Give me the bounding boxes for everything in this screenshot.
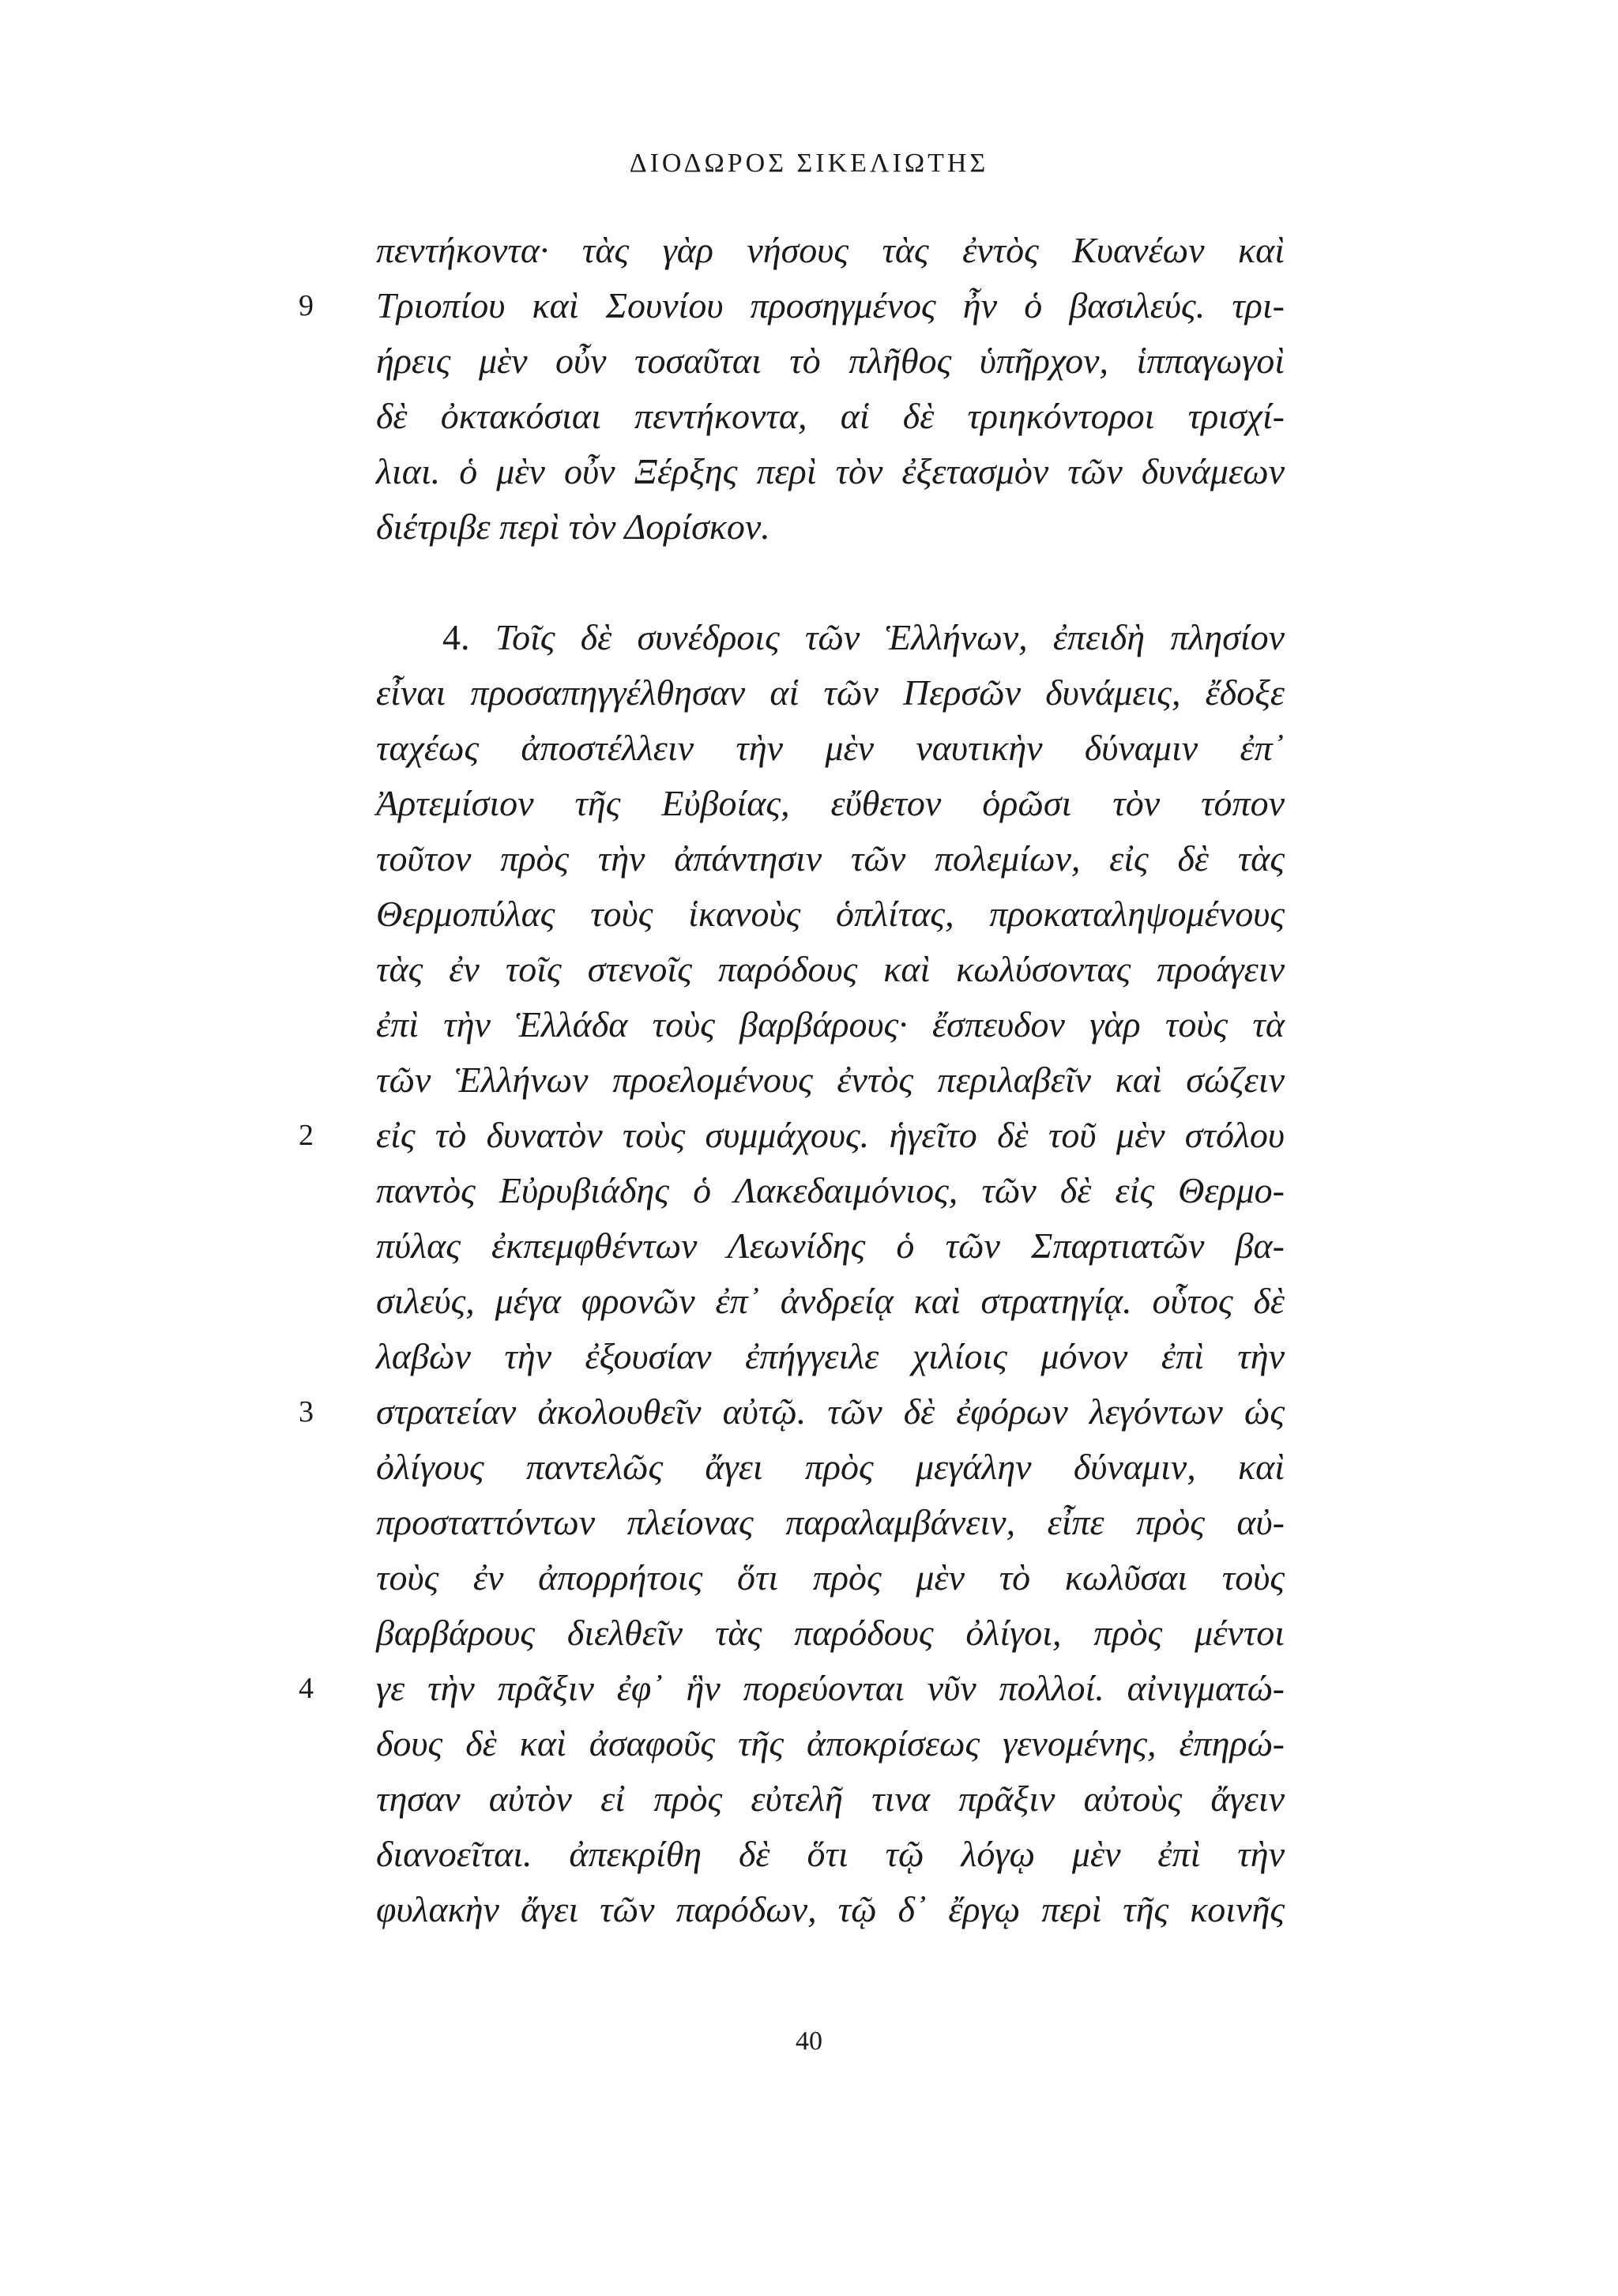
text-line: στρατείαν ἀκολουθεῖν αὐτῷ. τῶν δὲ ἐφόρων λεγόντων ὡς — [376, 1391, 1285, 1432]
text-line: εἶναι προσαπηγγέλθησαν αἱ τῶν Περσῶν δυνάμεις, ἔδοξε — [376, 672, 1285, 713]
text-line: γε τὴν πρᾶξιν ἐφ᾿ ἣν πορεύονται νῦν πολλοί. αἰνιγματώ- — [376, 1668, 1285, 1708]
text-line: φυλακὴν ἄγει τῶν παρόδων, τῷ δ᾿ ἔργῳ περὶ τῆς κοινῆς — [376, 1889, 1285, 1929]
text-line: Ἀρτεμίσιον τῆς Εὐβοίας, εὔθετον ὁρῶσι τὸν τόπον — [376, 783, 1285, 823]
text-line: ἐπὶ τὴν Ἑλλάδα τοὺς βαρβάρους· ἔσπευδον γὰρ τοὺς τὰ — [376, 1004, 1285, 1044]
margin-line-number: 4 — [299, 1672, 314, 1705]
text-line: ήρεις μὲν οὖν τοσαῦται τὸ πλῆθος ὑπῆρχον, ἱππαγωγοὶ — [376, 341, 1285, 381]
text-line: πεντήκοντα· τὰς γὰρ νήσους τὰς ἐντὸς Κυανέων καὶ — [376, 230, 1285, 270]
margin-line-number: 9 — [299, 289, 314, 322]
running-head: ΔΙΟΔΩΡΟΣ ΣΙΚΕΛΙΩΤΗΣ — [629, 149, 989, 178]
text-line: τοῦτον πρὸς τὴν ἀπάντησιν τῶν πολεμίων, εἰς δὲ τὰς — [376, 838, 1285, 879]
text-line: τῶν Ἑλλήνων προελομένους ἐντὸς περιλαβεῖν καὶ σώζειν — [376, 1060, 1285, 1100]
text-line: λαβὼν τὴν ἐξουσίαν ἐπήγγειλε χιλίοις μόνον ἐπὶ τὴν — [376, 1336, 1285, 1376]
first-line-text: Τοῖς δὲ συνέδροις τῶν Ἑλλήνων, ἐπειδὴ πλησίον — [495, 617, 1285, 657]
text-line: σιλεύς, μέγα φρονῶν ἐπ᾿ ἀνδρείᾳ καὶ στρατηγίᾳ. οὗτος δὲ — [376, 1281, 1285, 1321]
text-line: λιαι. ὁ μὲν οὖν Ξέρξης περὶ τὸν ἐξετασμὸν τῶν δυνάμεων — [376, 451, 1285, 491]
text-line: τοὺς ἐν ἀπορρήτοις ὅτι πρὸς μὲν τὸ κωλῦσαι τοὺς — [376, 1557, 1285, 1598]
text-line: βαρβάρους διελθεῖν τὰς παρόδους ὀλίγοι, πρὸς μέντοι — [376, 1613, 1285, 1653]
text-line: διέτριβε περὶ τὸν Δορίσκον. — [376, 506, 770, 547]
page-number: 40 — [796, 2027, 822, 2056]
text-line: πύλας ἐκπεμφθέντων Λεωνίδης ὁ τῶν Σπαρτιατῶν βα- — [376, 1225, 1285, 1266]
text-line: Θερμοπύλας τοὺς ἱκανοὺς ὁπλίτας, προκαταληψομένους — [376, 894, 1285, 934]
text-line: τησαν αὐτὸν εἰ πρὸς εὐτελῆ τινα πρᾶξιν αὐτοὺς ἄγειν — [376, 1778, 1285, 1819]
margin-line-number: 2 — [299, 1119, 314, 1152]
text-line: προσταττόντων πλείονας παραλαμβάνειν, εἶπε πρὸς αὐ- — [376, 1502, 1285, 1542]
section-number: 4. — [442, 617, 470, 657]
text-line: δους δὲ καὶ ἀσαφοῦς τῆς ἀποκρίσεως γενομένης, ἐπηρώ- — [376, 1723, 1285, 1763]
text-line: ὀλίγους παντελῶς ἄγει πρὸς μεγάλην δύναμιν, καὶ — [376, 1447, 1285, 1487]
text-line: διανοεῖται. ἀπεκρίθη δὲ ὅτι τῷ λόγῳ μὲν ἐπὶ τὴν — [376, 1834, 1285, 1874]
text-line: τὰς ἐν τοῖς στενοῖς παρόδους καὶ κωλύσοντας προάγειν — [376, 949, 1285, 989]
margin-line-number: 3 — [299, 1395, 314, 1428]
text-line — [442, 610, 1285, 665]
text-line: ταχέως ἀποστέλλειν τὴν μὲν ναυτικὴν δύναμιν ἐπ᾿ — [376, 728, 1285, 768]
text-line: εἰς τὸ δυνατὸν τοὺς συμμάχους. ἡγεῖτο δὲ τοῦ μὲν στόλου — [376, 1115, 1285, 1155]
text-line: παντὸς Εὐρυβιάδης ὁ Λακεδαιμόνιος, τῶν δὲ εἰς Θερμο- — [376, 1170, 1285, 1210]
text-line: δὲ ὀκτακόσιαι πεντήκοντα, αἱ δὲ τριηκόντοροι τρισχί- — [376, 396, 1285, 436]
text-line: Τριοπίου καὶ Σουνίου προσηγμένος ἦν ὁ βασιλεύς. τρι- — [376, 285, 1285, 326]
